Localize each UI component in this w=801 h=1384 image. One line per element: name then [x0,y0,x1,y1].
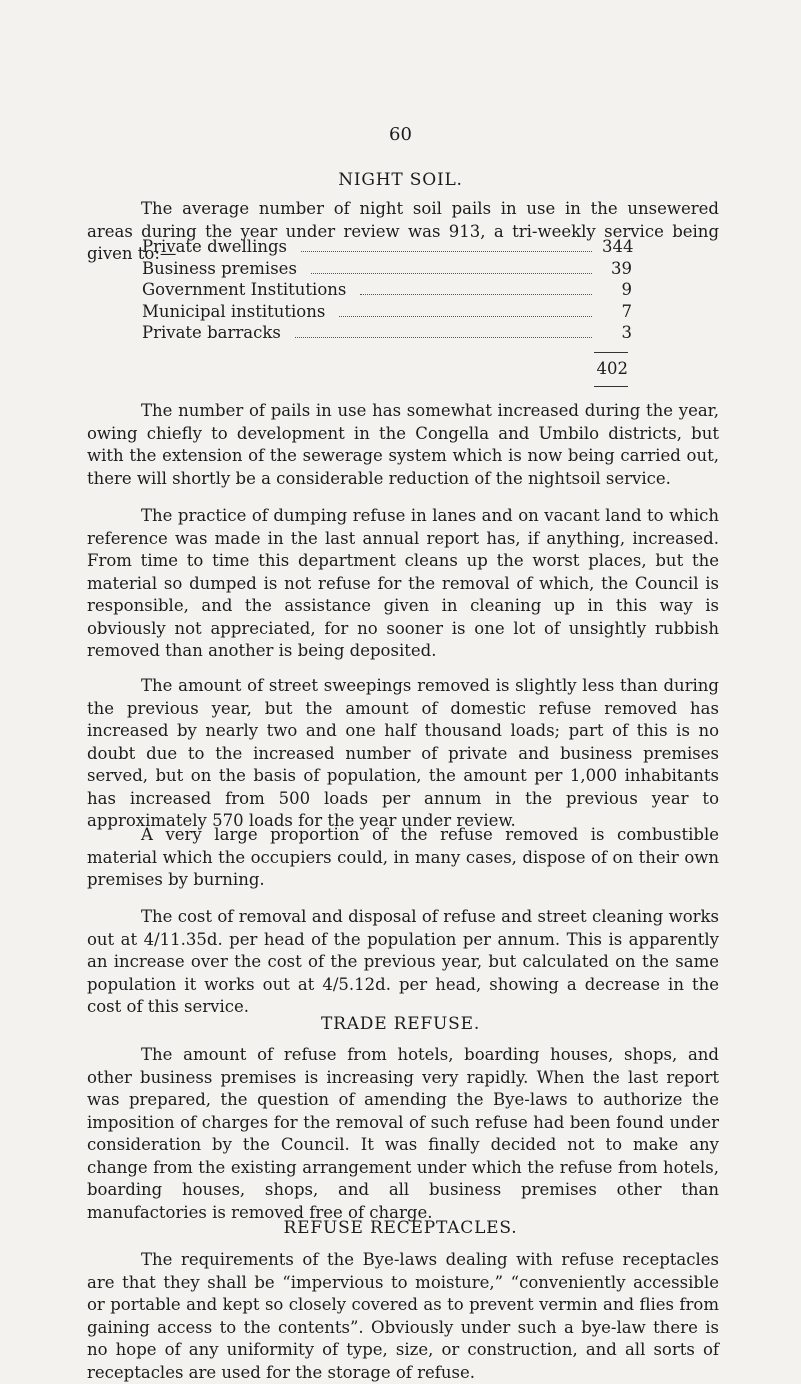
breakdown-label: Business premises [142,258,297,278]
breakdown-row [142,259,632,281]
combustible-paragraph: A very large proportion of the refuse removed is combustible material which the occupiers could, in many cases, dispose of on their own premises by burning. [87,825,719,889]
street-sweepings-paragraph: The amount of street sweepings removed is slightly less than during the previous year, but the amount of domestic refuse removed has increased by nearly two and one half thousand loads; part of this is no doubt due to the increased number of private and business premises served, but on the basis of population, the amount per 1,000 inhabitants has increased from 500 loads per annum in the previous year to approximately 570 loads for the year under review. [87,676,719,830]
trade-refuse-heading: TRADE REFUSE. [320,1014,481,1034]
breakdown-label: Private barracks [142,323,281,343]
total-rule-bottom [594,386,628,387]
dot-leader [339,315,592,317]
pails-increase-paragraph: The number of pails in use has somewhat increased during the year, owing chiefly to development in the Congella and Umbilo districts, but with the extension of the sewerage system which is now being carried out, there will shortly be a considerable reduction of the nightsoil service. [87,401,719,488]
night-soil-intro: The average number of night soil pails in use in the unsewered areas during the year under review was 913, a tri-weekly service being given to:— [87,199,719,263]
dot-leader [311,272,592,274]
dot-leader [295,336,592,338]
breakdown-value: 344 [602,237,634,256]
dumping-paragraph: The practice of dumping refuse in lanes and on vacant land to which reference was made in the last annual report has, if anything, increased. From time to time this department cleans up the worst places, but the material so dumped is not refuse for the removal of which, the Council is responsible, and the assistance given in cleaning up in this way is obviously not appreciated, for no sooner is one lot of unsightly rubbish removed than another is being deposited. [87,506,719,660]
breakdown-label: Private dwellings [142,237,288,256]
pail-breakdown-list [142,237,632,345]
breakdown-label: Government Institutions [142,280,347,300]
dot-leader [360,293,592,295]
trade-refuse-paragraph: The amount of refuse from hotels, boarding houses, shops, and other business premises is increasing very rapidly. When the last report was prepared, the question of amending the Bye-laws to authorize the imposition of charges for the removal of such refuse had been found under consideration by the Council. It was finally decided not to make any change from the existing arrangement under which the refuse from hotels, boarding houses, shops, and all business premises other than manufactories is removed free of charge. [87,1045,719,1222]
page-number: 60 [389,124,412,145]
breakdown-value: 9 [621,280,632,300]
breakdown-row [142,237,632,259]
breakdown-row [142,280,632,302]
cost-paragraph: The cost of removal and disposal of refuse and street cleaning works out at 4/11.35d. per head of the population per annum. This is apparently an increase over the cost of the previous year, but calculated on the same population it works out at 4/5.12d. per head, showing a decrease in the cost of this service. [87,907,719,1016]
refuse-receptacles-heading: REFUSE RECEPTACLES. [283,1218,518,1238]
breakdown-label: Municipal institutions [142,301,326,321]
dot-leader [301,250,592,252]
breakdown-value: 39 [611,258,632,278]
breakdown-row [142,302,632,324]
refuse-receptacles-paragraph: The requirements of the Bye-laws dealing with refuse receptacles are that they shall be “impervious to moisture,” “conveniently accessible or portable and kept so closely covered as to prevent vermin and flies from gaining access to the contents”. Obviously under such a bye-law there is no hope of any uniformity of type, size, or construction, and all sorts of receptacles are used for the storage of refuse. [87,1250,719,1382]
breakdown-value: 3 [621,323,632,343]
breakdown-row [142,323,632,345]
breakdown-total: 402 [596,359,628,378]
breakdown-value: 7 [621,301,632,321]
night-soil-heading: NIGHT SOIL. [338,170,463,190]
total-rule-top [594,352,628,353]
